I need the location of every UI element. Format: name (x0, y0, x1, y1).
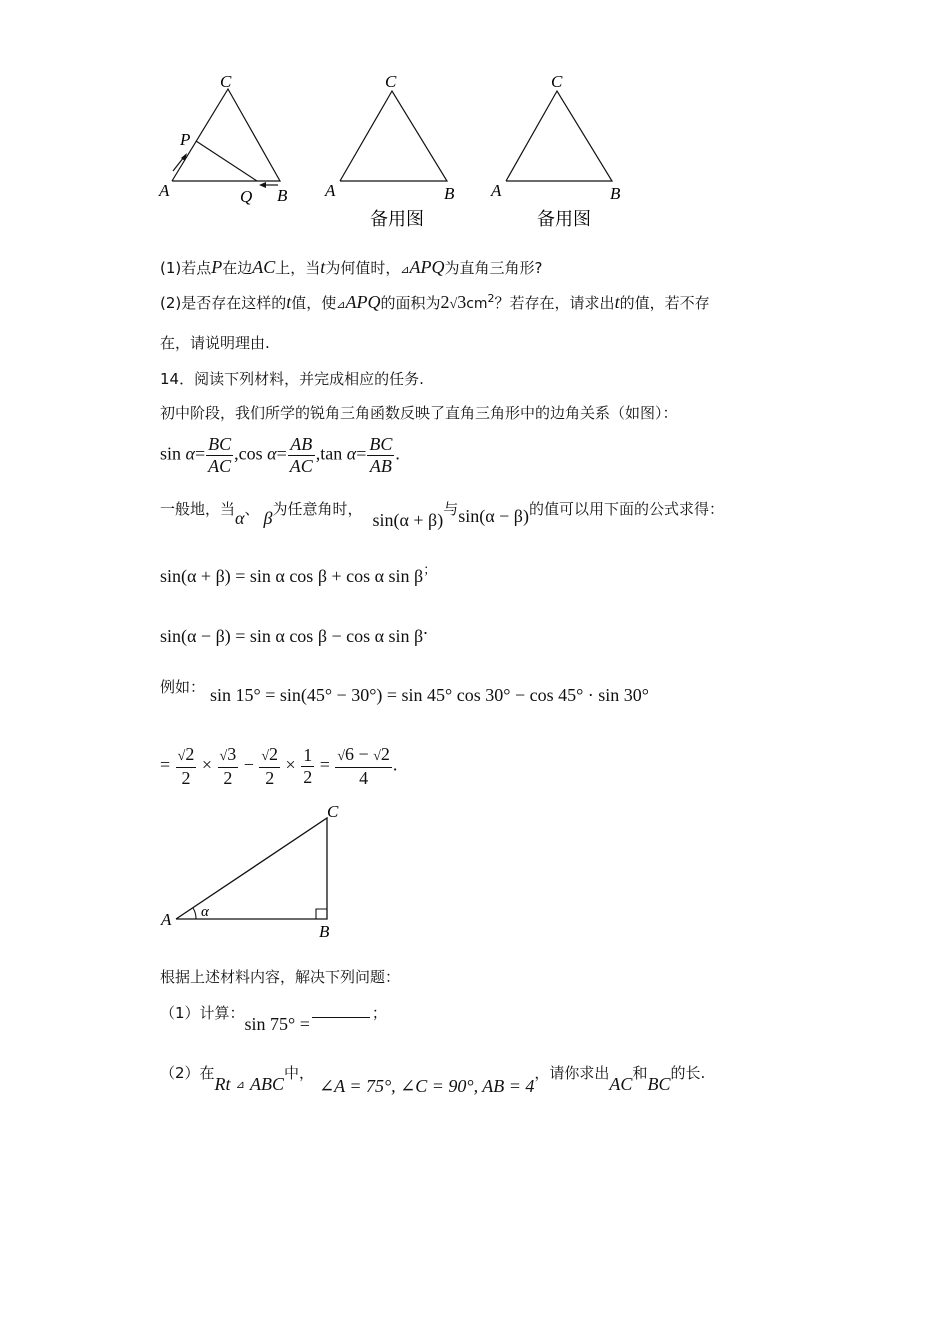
text: ？若存在，请求出 (494, 294, 615, 312)
text: 、 (244, 500, 260, 518)
fn-tan: tan (320, 443, 343, 464)
formula-lhs: sin(α + β) (160, 566, 231, 586)
rt-label-a: A (161, 910, 172, 929)
text: 上，当 (275, 259, 321, 277)
task1 (160, 1002, 387, 1034)
fig2-label-c: C (385, 72, 397, 91)
formula-lhs: sin(α − β) (160, 626, 231, 646)
alpha: α (267, 443, 277, 464)
formula-rhs: = sin α cos β + cos α sin β (235, 566, 424, 586)
formula-diff (160, 618, 428, 647)
tri-abc: ABC (249, 1074, 284, 1094)
spare-triangle-2 (506, 91, 612, 181)
fig1-label-b: B (277, 186, 288, 205)
period: . (423, 618, 428, 638)
frac-result: $\frac{√6 - √2}{4}$ (337, 744, 390, 788)
fn-cos: cos (238, 443, 263, 464)
text: 为直角三角形? (444, 259, 543, 277)
fig3-label-b: B (610, 184, 621, 203)
fn-sin: sin (160, 443, 182, 464)
area-unit: cm (466, 296, 488, 312)
semicolon: ； (423, 563, 437, 578)
diff-expr: sin(α − β) (458, 506, 529, 526)
text: 为任意角时， (272, 500, 363, 518)
example-expr: sin 15° = sin(45° − 30°) = sin 45° cos 30° − cos 45° · sin 30° (210, 685, 649, 705)
point-p: P (211, 257, 223, 277)
text: 为何值时， (325, 259, 401, 277)
segment-ac: AC (609, 1074, 633, 1094)
q14-title: 14．阅读下列材料，并完成相应的任务. (160, 370, 424, 388)
text: ，请你求出 (534, 1064, 610, 1082)
text: 与 (443, 500, 459, 518)
frac-bc-ab: $\frac{BC}{AB}$ (369, 434, 393, 476)
area-exp: 2 (487, 292, 495, 305)
q13-part2 (160, 292, 710, 313)
frac-rt2-2b: $\frac{√2}{2}$ (261, 744, 279, 788)
trig-definitions (160, 434, 400, 477)
var-t: t (286, 292, 292, 312)
text: 的面积为 (380, 294, 441, 312)
frac-ab-ac: $\frac{AB}{AC}$ (289, 434, 313, 476)
beta: β (263, 508, 273, 528)
rt-label-alpha: α (201, 904, 209, 920)
fig2-caption: 备用图 (370, 209, 424, 230)
fig1-label-a: A (159, 181, 170, 200)
fig1-label-p: P (180, 130, 191, 149)
fig1-label-c: C (220, 72, 232, 91)
text: (2)是否存在这样的 (160, 294, 287, 312)
right-triangle-figure (155, 798, 355, 943)
area-radicand: 3 (457, 292, 467, 312)
var-t: t (614, 292, 620, 312)
comma: , (315, 443, 321, 464)
text: 一般地，当 (160, 500, 236, 518)
frac-1-2: $\frac{1}{2}$ (303, 745, 313, 787)
answer-blank[interactable] (312, 1003, 370, 1018)
rt-label-c: C (327, 802, 339, 821)
task1-label: （1）计算： (160, 1004, 245, 1022)
general-statement (160, 498, 724, 530)
q13-part2-cont: 在，请说明理由. (160, 334, 270, 352)
frac-rt3-2: $\frac{√3}{2}$ (219, 744, 237, 788)
frac-bc-ac: $\frac{BC}{AC}$ (208, 434, 232, 476)
segment-bc: BC (647, 1074, 671, 1094)
q14-intro: 初中阶段，我们所学的锐角三角函数反映了直角三角形中的边角关系（如图）： (160, 404, 678, 422)
var-t: t (320, 257, 326, 277)
fig3-label-a: A (491, 181, 502, 200)
task1-expr: sin 75° = (244, 1014, 310, 1034)
text: 中， (283, 1064, 314, 1082)
triangle-symbol: ⊿ (235, 1078, 245, 1091)
alpha: α (185, 443, 195, 464)
text: 在边 (222, 259, 253, 277)
triangle-figures (150, 65, 650, 240)
period: . (395, 443, 400, 464)
eq: = (194, 443, 206, 464)
tri-apq: APQ (345, 292, 381, 312)
eq: = (276, 443, 287, 464)
frac-rt2-2: $\frac{√2}{2}$ (177, 744, 195, 788)
task2 (160, 1062, 706, 1096)
fig1-label-q: Q (240, 187, 253, 206)
area-coef: 2 (440, 292, 450, 312)
q13-part1 (160, 257, 543, 278)
fig3-label-c: C (551, 72, 563, 91)
sum-expr: sin(α + β) (372, 510, 444, 530)
text: 值，使 (291, 294, 337, 312)
example-label: 例如： (160, 678, 206, 696)
text: 的值可以用下面的公式求得： (528, 500, 724, 518)
triangle-symbol: ⊿ (336, 298, 346, 311)
text: (1)若点 (160, 259, 212, 277)
rt: Rt (214, 1074, 231, 1094)
text: 的值，若不存 (619, 294, 710, 312)
segment-ac: AC (252, 257, 276, 277)
text: 和 (632, 1064, 648, 1082)
tri-apq: APQ (409, 257, 445, 277)
text: （2）在 (160, 1064, 215, 1082)
tasks-intro: 根据上述材料内容，解决下列问题： (160, 968, 401, 986)
formula-sum (160, 563, 437, 587)
formula-rhs: = sin α cos β − cos α sin β (235, 626, 424, 646)
eq: = (356, 443, 367, 464)
rt-label-b: B (319, 922, 330, 941)
alpha: α (346, 443, 357, 464)
fig2-label-b: B (444, 184, 455, 203)
fig2-label-a: A (325, 181, 336, 200)
comma: , (234, 443, 239, 464)
semicolon: ； (371, 1004, 387, 1022)
fig3-caption: 备用图 (537, 209, 591, 230)
spare-triangle-1 (340, 91, 447, 181)
triangle-symbol: ⊿ (400, 263, 410, 276)
task2-condition: ∠A = 75°, ∠C = 90°, AB = 4 (319, 1076, 535, 1096)
example-result: = $\frac{√2}{2}$ × $\frac{√3}{2}$ − $\frac{√2}{2}$ × $\frac{1}{2}$ = $\frac{√6 - √2}{4}$ . (160, 744, 398, 788)
alpha: α (235, 508, 245, 528)
text: 的长. (670, 1064, 706, 1082)
radical-icon: √ (449, 297, 458, 312)
